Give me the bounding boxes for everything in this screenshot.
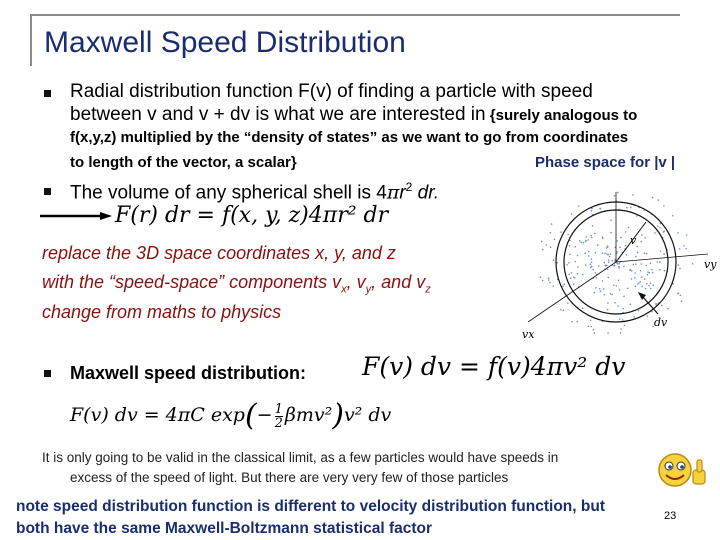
bullet-square-icon bbox=[44, 90, 51, 97]
velocity-dot bbox=[610, 293, 612, 295]
footer-line1: note speed distribution function is different to velocity distribution function, but bbox=[16, 498, 605, 515]
velocity-dot bbox=[585, 236, 587, 238]
velocity-dot bbox=[644, 278, 646, 280]
velocity-dot bbox=[644, 237, 646, 239]
velocity-dot bbox=[578, 205, 580, 207]
validity-note-line2: excess of the speed of light. But there are very very few of those particles bbox=[70, 470, 509, 485]
velocity-dot bbox=[588, 326, 590, 328]
velocity-dot bbox=[606, 253, 608, 255]
velocity-dot bbox=[664, 270, 666, 272]
velocity-dot bbox=[651, 269, 653, 271]
velocity-dot bbox=[650, 288, 652, 290]
velocity-dot bbox=[591, 237, 593, 239]
velocity-dot bbox=[609, 256, 611, 258]
velocity-dot bbox=[577, 273, 579, 275]
velocity-dot bbox=[656, 261, 658, 263]
velocity-dot bbox=[606, 247, 608, 249]
velocity-dot bbox=[623, 266, 625, 268]
velocity-dot bbox=[660, 250, 662, 252]
eq-full-body: βmv² bbox=[284, 404, 333, 426]
bullet2-r: r bbox=[399, 182, 406, 204]
velocity-dot bbox=[585, 264, 587, 266]
velocity-dot bbox=[612, 260, 614, 262]
velocity-dot bbox=[587, 239, 589, 241]
velocity-dot bbox=[678, 264, 680, 266]
velocity-dot bbox=[610, 253, 612, 255]
velocity-dot bbox=[590, 235, 592, 237]
velocity-dot bbox=[590, 267, 592, 269]
velocity-dot bbox=[617, 192, 619, 194]
bullet-square-icon bbox=[44, 370, 51, 377]
velocity-dot bbox=[617, 305, 619, 307]
velocity-dot bbox=[635, 256, 637, 258]
velocity-dot bbox=[604, 294, 606, 296]
velocity-dot bbox=[595, 252, 597, 254]
velocity-dot bbox=[592, 225, 594, 227]
diagram-label-dv: dv bbox=[654, 316, 668, 329]
velocity-dot bbox=[607, 332, 609, 334]
velocity-dot bbox=[607, 269, 609, 271]
velocity-dot bbox=[663, 253, 665, 255]
bullet1-line2 bbox=[70, 103, 637, 127]
velocity-dot bbox=[620, 328, 622, 330]
velocity-dot bbox=[595, 272, 597, 274]
velocity-dot bbox=[591, 326, 593, 328]
velocity-dot bbox=[667, 308, 669, 310]
vy-axis bbox=[616, 254, 708, 262]
velocity-dot bbox=[637, 283, 639, 285]
velocity-dot bbox=[631, 278, 633, 280]
bullet1-line1: Radial distribution function F(v) of finding a particle with speed bbox=[70, 81, 593, 102]
velocity-dot bbox=[550, 246, 552, 248]
velocity-dot bbox=[640, 270, 642, 272]
velocity-dot bbox=[579, 240, 581, 242]
velocity-dot bbox=[627, 288, 629, 290]
velocity-dot bbox=[614, 302, 616, 304]
velocity-dot bbox=[681, 300, 683, 302]
velocity-dot bbox=[638, 310, 640, 312]
velocity-dot bbox=[616, 285, 618, 287]
velocity-dot bbox=[636, 215, 638, 217]
velocity-dot bbox=[599, 288, 601, 290]
velocity-dot bbox=[641, 241, 643, 243]
velocity-dot bbox=[574, 277, 576, 279]
velocity-dot bbox=[574, 246, 576, 248]
velocity-dot bbox=[562, 285, 564, 287]
velocity-dot bbox=[610, 219, 612, 221]
velocity-dot bbox=[613, 265, 615, 267]
velocity-dot bbox=[658, 199, 660, 201]
velocity-dot bbox=[607, 309, 609, 311]
velocity-dot bbox=[652, 272, 654, 274]
velocity-dot bbox=[594, 292, 596, 294]
phase-space-diagram bbox=[518, 182, 718, 342]
velocity-dot bbox=[641, 276, 643, 278]
bullet2-text bbox=[70, 180, 439, 204]
velocity-dot bbox=[640, 281, 642, 283]
velocity-dot bbox=[597, 244, 599, 246]
velocity-dot bbox=[628, 227, 630, 229]
velocity-dot bbox=[624, 325, 626, 327]
velocity-dot bbox=[595, 287, 597, 289]
velocity-dot bbox=[644, 252, 646, 254]
velocity-dot bbox=[590, 264, 592, 266]
diagram-label-vx: vx bbox=[522, 328, 535, 341]
velocity-dot bbox=[603, 288, 605, 290]
velocity-dot bbox=[549, 282, 551, 284]
velocity-dot bbox=[647, 274, 649, 276]
phase-space-label: Phase space for |v | bbox=[535, 154, 676, 171]
maxwell-label: Maxwell speed distribution: bbox=[70, 363, 307, 383]
eq-full-close: ) bbox=[332, 398, 344, 433]
velocity-dot bbox=[637, 252, 639, 254]
velocity-dot bbox=[641, 234, 643, 236]
velocity-dot bbox=[580, 241, 582, 243]
bullet2-pi: π bbox=[386, 181, 400, 204]
velocity-dot bbox=[602, 252, 604, 254]
velocity-dot bbox=[661, 305, 663, 307]
velocity-dot bbox=[679, 248, 681, 250]
velocity-dot bbox=[582, 274, 584, 276]
velocity-dot bbox=[553, 259, 555, 261]
velocity-dot bbox=[560, 309, 562, 311]
velocity-dot bbox=[620, 332, 622, 334]
page-number: 23 bbox=[664, 510, 677, 522]
velocity-dot bbox=[672, 215, 674, 217]
velocity-dot bbox=[618, 266, 620, 268]
velocity-dot bbox=[625, 245, 627, 247]
bullet1-line2-small: {surely analogous to bbox=[485, 107, 638, 124]
velocity-dot bbox=[637, 246, 639, 248]
eq-full-open: ( bbox=[244, 398, 257, 433]
velocity-dot bbox=[569, 254, 571, 256]
velocity-dot bbox=[617, 240, 619, 242]
velocity-dot bbox=[584, 252, 586, 254]
velocity-dot bbox=[610, 232, 612, 234]
velocity-dot bbox=[641, 286, 643, 288]
velocity-dot bbox=[582, 307, 584, 309]
diagram-label-v: v bbox=[630, 234, 637, 247]
velocity-dot bbox=[577, 321, 579, 323]
velocity-dot bbox=[568, 274, 570, 276]
velocity-dot bbox=[552, 285, 554, 287]
thumbs-up-smiley-icon bbox=[655, 450, 711, 490]
velocity-dot bbox=[600, 290, 602, 292]
sub-y: y bbox=[365, 283, 372, 296]
velocity-dot bbox=[591, 258, 593, 260]
velocity-dot bbox=[659, 269, 661, 271]
velocity-dot bbox=[614, 195, 616, 197]
sub-z: z bbox=[425, 283, 431, 296]
velocity-dot bbox=[686, 234, 688, 236]
velocity-dot bbox=[550, 232, 552, 234]
velocity-dot bbox=[607, 245, 609, 247]
velocity-dot bbox=[655, 303, 657, 305]
equation-speed: F(v) dv = f(v)4πv² dv bbox=[362, 352, 626, 381]
velocity-dot bbox=[570, 277, 572, 279]
velocity-dot bbox=[540, 276, 542, 278]
velocity-dot bbox=[635, 263, 637, 265]
velocity-dot bbox=[659, 227, 661, 229]
velocity-dot bbox=[646, 283, 648, 285]
velocity-dot bbox=[583, 242, 585, 244]
eq-full-lhs: F(v) dv = 4πC exp bbox=[70, 404, 245, 426]
velocity-dot bbox=[692, 263, 694, 265]
velocity-dot bbox=[605, 265, 607, 267]
velocity-dot bbox=[591, 208, 593, 210]
velocity-dot bbox=[585, 241, 587, 243]
velocity-dot bbox=[657, 225, 659, 227]
velocity-dot bbox=[634, 277, 636, 279]
velocity-dot bbox=[556, 262, 558, 264]
velocity-dot bbox=[611, 294, 613, 296]
velocity-dot bbox=[588, 255, 590, 257]
velocity-dot bbox=[551, 223, 553, 225]
red-text-line2 bbox=[42, 272, 431, 296]
velocity-dot bbox=[679, 268, 681, 270]
velocity-dot bbox=[677, 232, 679, 234]
velocity-dot bbox=[608, 259, 610, 261]
velocity-dot bbox=[577, 266, 579, 268]
velocity-dot bbox=[569, 245, 571, 247]
velocity-dot bbox=[635, 286, 637, 288]
velocity-dot bbox=[590, 320, 592, 322]
validity-note-line1: It is only going to be valid in the classical limit, as a few particles would have speeds in bbox=[42, 450, 559, 465]
footer-line2: both have the same Maxwell-Boltzmann statistical factor bbox=[16, 520, 433, 537]
velocity-dot bbox=[617, 263, 619, 265]
velocity-dot bbox=[623, 296, 625, 298]
red-text-line1: replace the 3D space coordinates x, y, and z bbox=[42, 243, 396, 263]
velocity-dot bbox=[633, 316, 635, 318]
velocity-dot bbox=[542, 280, 544, 282]
velocity-dot bbox=[648, 285, 650, 287]
velocity-dot bbox=[602, 236, 604, 238]
velocity-dot bbox=[608, 277, 610, 279]
velocity-dot bbox=[602, 280, 604, 282]
velocity-dot bbox=[659, 261, 661, 263]
velocity-dot bbox=[619, 318, 621, 320]
velocity-dot bbox=[573, 284, 575, 286]
velocity-dot bbox=[545, 244, 547, 246]
velocity-dot bbox=[646, 265, 648, 267]
sub-x: x bbox=[341, 283, 347, 296]
velocity-dot bbox=[647, 315, 649, 317]
velocity-dot bbox=[619, 247, 621, 249]
velocity-dot bbox=[571, 321, 573, 323]
velocity-dot bbox=[604, 262, 606, 264]
velocity-dot bbox=[608, 262, 610, 264]
eq-full-frac-num: 1 bbox=[274, 401, 283, 417]
velocity-dot bbox=[652, 284, 654, 286]
eq-full-tail: v² dv bbox=[343, 404, 392, 426]
bullet2-sup: 2 bbox=[405, 180, 413, 194]
velocity-dot bbox=[631, 270, 633, 272]
bullet1-line4: to length of the vector, a scalar} bbox=[70, 154, 297, 171]
velocity-dot bbox=[607, 302, 609, 304]
velocity-dot bbox=[663, 205, 665, 207]
velocity-dot bbox=[588, 251, 590, 253]
velocity-dot bbox=[634, 272, 636, 274]
slide-title: Maxwell Speed Distribution bbox=[44, 26, 406, 59]
velocity-dot bbox=[599, 208, 601, 210]
velocity-dot bbox=[685, 248, 687, 250]
velocity-dot bbox=[571, 272, 573, 274]
velocity-dot bbox=[652, 197, 654, 199]
bullet2-after: dr. bbox=[412, 182, 440, 204]
eq-full-fraction bbox=[275, 403, 283, 430]
velocity-dot bbox=[650, 282, 652, 284]
velocity-dot bbox=[563, 310, 565, 312]
equation-full bbox=[70, 398, 391, 433]
velocity-dot bbox=[567, 302, 569, 304]
vx-axis bbox=[528, 262, 616, 322]
velocity-dot bbox=[647, 271, 649, 273]
bullet-square-icon bbox=[44, 188, 51, 195]
velocity-dot bbox=[575, 261, 577, 263]
equation-shell: F(r) dr = f(x, y, z)4πr² dr bbox=[115, 203, 389, 228]
bullet1-line3: f(x,y,z) multiplied by the “density of states” as we want to go from coordinates bbox=[70, 129, 629, 146]
velocity-dot bbox=[594, 233, 596, 235]
bullet1-line2-main: between v and v + dv is what we are interested in bbox=[70, 104, 486, 125]
velocity-dot bbox=[620, 237, 622, 239]
velocity-dot bbox=[548, 277, 550, 279]
red-text-line3: change from maths to physics bbox=[42, 302, 282, 322]
velocity-dot bbox=[678, 292, 680, 294]
velocity-dot bbox=[568, 262, 570, 264]
velocity-dot bbox=[616, 251, 618, 253]
red-sep1: , v bbox=[346, 272, 366, 292]
velocity-dot bbox=[542, 249, 544, 251]
red-text-line2-a: with the “speed-space” components v bbox=[42, 272, 342, 292]
bullet2-before: The volume of any spherical shell is 4 bbox=[70, 182, 387, 204]
velocity-dot bbox=[564, 283, 566, 285]
velocity-dot bbox=[641, 263, 643, 265]
velocity-dot bbox=[630, 269, 632, 271]
velocity-dot bbox=[618, 280, 620, 282]
velocity-dot bbox=[618, 263, 620, 265]
right-arrow-icon bbox=[40, 212, 112, 220]
velocity-dot bbox=[622, 319, 624, 321]
velocity-dot bbox=[619, 289, 621, 291]
velocity-dot bbox=[622, 308, 624, 310]
velocity-dot bbox=[680, 295, 682, 297]
velocity-dot bbox=[566, 264, 568, 266]
velocity-dot bbox=[626, 207, 628, 209]
velocity-dot bbox=[591, 210, 593, 212]
velocity-dot bbox=[626, 254, 628, 256]
velocity-dot bbox=[577, 255, 579, 257]
velocity-dot bbox=[598, 265, 600, 267]
velocity-dot bbox=[632, 194, 634, 196]
velocity-dot bbox=[625, 231, 627, 233]
velocity-dot bbox=[646, 253, 648, 255]
velocity-dot bbox=[663, 231, 665, 233]
velocity-dot bbox=[683, 245, 685, 247]
velocity-dot bbox=[630, 304, 632, 306]
velocity-dot bbox=[650, 263, 652, 265]
velocity-dot bbox=[604, 253, 606, 255]
velocity-dot bbox=[591, 261, 593, 263]
velocity-dot bbox=[645, 288, 647, 290]
velocity-dot bbox=[560, 231, 562, 233]
velocity-dot bbox=[541, 241, 543, 243]
eq-full-frac-den: 2 bbox=[274, 415, 283, 431]
velocity-dot bbox=[592, 269, 594, 271]
velocity-dot bbox=[613, 285, 615, 287]
velocity-dot bbox=[633, 264, 635, 266]
velocity-dot bbox=[596, 277, 598, 279]
velocity-dot bbox=[654, 232, 656, 234]
velocity-dot bbox=[593, 329, 595, 331]
velocity-dots bbox=[540, 192, 694, 334]
red-sep2: , and v bbox=[371, 272, 426, 292]
velocity-dot bbox=[567, 234, 569, 236]
diagram-label-vy: vy bbox=[704, 258, 717, 271]
velocity-dot bbox=[571, 213, 573, 215]
velocity-dot bbox=[548, 279, 550, 281]
velocity-dot bbox=[630, 207, 632, 209]
velocity-dot bbox=[554, 239, 556, 241]
eq-full-minus: − bbox=[256, 404, 273, 426]
velocity-dot bbox=[594, 332, 596, 334]
